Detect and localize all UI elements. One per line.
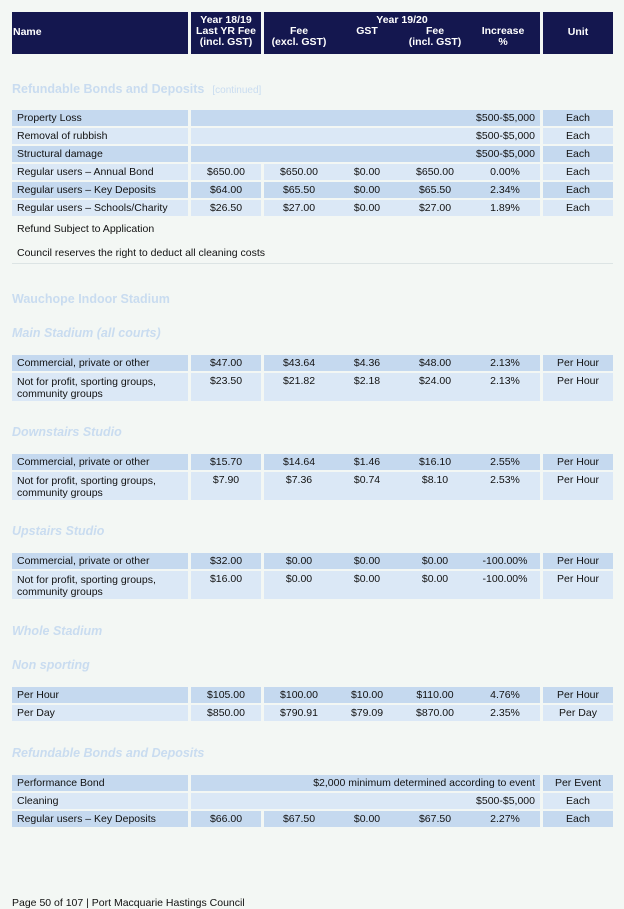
header-year-prev: Year 18/19 [200, 14, 252, 26]
row-name: Regular users – Key Deposits [12, 811, 188, 827]
note-refund: Refund Subject to Application [17, 223, 155, 235]
row-span-value: $2,000 minimum determined according to event [191, 775, 540, 791]
cell-last: $23.50 [209, 375, 243, 387]
cell-gst: $0.00 [353, 184, 381, 196]
row-name: Structural damage [12, 146, 188, 162]
section-main-stadium: Main Stadium (all courts) [12, 326, 161, 340]
header-fee-incl [400, 26, 470, 48]
cell-inc: 1.89% [490, 202, 520, 214]
row-name: Per Hour [12, 687, 188, 703]
cell-fee: $100.00 [280, 689, 318, 701]
row-name: Not for profit, sporting groups, community groups [12, 472, 188, 500]
cell-inc: 2.55% [490, 456, 520, 468]
row-unit: Each [543, 110, 613, 126]
cell-unit: Per Hour [556, 555, 599, 567]
cell-fee: $14.64 [282, 456, 316, 468]
cell-unit: Per Day [559, 707, 597, 719]
cell-last: $15.70 [209, 456, 243, 468]
cell-gst: $0.74 [353, 474, 381, 486]
cell-fee: $27.00 [282, 202, 316, 214]
row-name: Per Day [12, 705, 188, 721]
section-whole-stadium: Whole Stadium [12, 624, 103, 638]
row-name: Removal of rubbish [12, 128, 188, 144]
row-name: Not for profit, sporting groups, community groups [12, 571, 188, 599]
cell-incl: $650.00 [416, 166, 454, 178]
note-cleaning: Council reserves the right to deduct all cleaning costs [17, 247, 266, 259]
row-name: Not for profit, sporting groups, community groups [12, 373, 188, 401]
cell-inc: -100.00% [482, 555, 528, 567]
cell-fee: $650.00 [280, 166, 318, 178]
cell-gst: $0.00 [353, 166, 381, 178]
row-name: Commercial, private or other [12, 355, 188, 371]
cell-last: $64.00 [209, 184, 243, 196]
cell-last: $66.00 [209, 813, 243, 825]
continued-label: [continued] [212, 85, 262, 96]
cell-gst: $2.18 [353, 375, 381, 387]
header-last-yr-fee: Last YR Fee [196, 25, 256, 37]
cell-last: $7.90 [212, 474, 240, 486]
header-fee-excl [264, 26, 334, 48]
header-name-cell [12, 12, 188, 54]
row-unit: Per Event [543, 775, 613, 791]
header-year-curr: Year 19/20 [376, 14, 428, 26]
cell-fee: $43.64 [282, 357, 316, 369]
cell-last: $16.00 [209, 573, 243, 585]
cell-incl: $24.00 [418, 375, 452, 387]
header-last-yr-cell [191, 12, 261, 54]
cell-last: $650.00 [207, 166, 245, 178]
cell-incl: $870.00 [416, 707, 454, 719]
cell-gst: $1.46 [353, 456, 381, 468]
cell-incl: $110.00 [416, 689, 454, 701]
cell-incl: $27.00 [418, 202, 452, 214]
header-percent: % [498, 36, 508, 48]
cell-inc: 2.13% [490, 357, 520, 369]
cell-incl: $16.10 [418, 456, 452, 468]
row-name: Regular users – Key Deposits [12, 182, 188, 198]
row-span-value: $500-$5,000 [191, 110, 540, 126]
row-name: Regular users – Schools/Charity [12, 200, 188, 216]
header-incl-gst: (incl. GST) [408, 36, 462, 48]
header-incl-gst-prev: (incl. GST) [199, 36, 253, 48]
row-unit: Each [543, 793, 613, 809]
header-increase-label: Increase [481, 25, 525, 37]
cell-fee: $21.82 [282, 375, 316, 387]
cell-unit: Per Hour [556, 474, 599, 486]
page-footer: Page 50 of 107 | Port Macquarie Hastings Council [12, 897, 245, 909]
section-bonds: Refundable Bonds and Deposits [12, 746, 205, 760]
cell-unit: Per Hour [556, 573, 599, 585]
row-span-value: $500-$5,000 [191, 146, 540, 162]
header-increase [470, 26, 536, 48]
cell-fee: $65.50 [282, 184, 316, 196]
cell-inc: 2.35% [490, 707, 520, 719]
cell-gst: $0.00 [353, 202, 381, 214]
row-name: Property Loss [12, 110, 188, 126]
cell-unit: Each [566, 202, 590, 214]
cell-last: $32.00 [209, 555, 243, 567]
row-name: Cleaning [12, 793, 188, 809]
cell-inc: 2.27% [490, 813, 520, 825]
section-bonds-continued [12, 82, 261, 96]
cell-inc: 4.76% [490, 689, 520, 701]
cell-incl: $67.50 [418, 813, 452, 825]
cell-inc: -100.00% [482, 573, 528, 585]
cell-inc: 2.53% [490, 474, 520, 486]
row-span-value: $500-$5,000 [191, 793, 540, 809]
cell-gst: $0.00 [353, 573, 381, 585]
header-unit: Unit [567, 26, 589, 38]
section-downstairs: Downstairs Studio [12, 425, 122, 439]
cell-incl: $0.00 [421, 573, 449, 585]
row-unit: Each [543, 128, 613, 144]
row-name: Regular users – Annual Bond [12, 164, 188, 180]
header-fee2: Fee [425, 25, 445, 37]
row-span-value: $500-$5,000 [191, 128, 540, 144]
cell-last: $47.00 [209, 357, 243, 369]
cell-unit: Per Hour [556, 375, 599, 387]
cell-unit: Per Hour [556, 689, 599, 701]
row-name: Performance Bond [12, 775, 188, 791]
cell-unit: Each [566, 813, 590, 825]
cell-last: $26.50 [209, 202, 243, 214]
cell-gst: $10.00 [350, 689, 384, 701]
section-non-sporting: Non sporting [12, 658, 90, 672]
cell-fee: $790.91 [280, 707, 318, 719]
cell-unit: Each [566, 166, 590, 178]
cell-fee: $7.36 [285, 474, 313, 486]
header-year-curr-cell [264, 12, 540, 54]
header-gst: GST [356, 25, 378, 37]
cell-fee: $67.50 [282, 813, 316, 825]
cell-gst: $79.09 [350, 707, 384, 719]
cell-gst: $0.00 [353, 555, 381, 567]
section-title: Refundable Bonds and Deposits [12, 82, 205, 96]
cell-incl: $65.50 [418, 184, 452, 196]
cell-inc: 0.00% [490, 166, 520, 178]
cell-last: $850.00 [207, 707, 245, 719]
section-wauchope: Wauchope Indoor Stadium [12, 292, 170, 306]
cell-fee: $0.00 [285, 555, 313, 567]
cell-inc: 2.13% [490, 375, 520, 387]
row-name: Commercial, private or other [12, 454, 188, 470]
cell-unit: Each [566, 184, 590, 196]
cell-gst: $0.00 [353, 813, 381, 825]
cell-incl: $8.10 [421, 474, 449, 486]
cell-last: $105.00 [207, 689, 245, 701]
header-excl-gst: (excl. GST) [271, 36, 327, 48]
row-unit: Each [543, 146, 613, 162]
cell-inc: 2.34% [490, 184, 520, 196]
header-name: Name [13, 26, 42, 38]
cell-fee: $0.00 [285, 573, 313, 585]
header-fee: Fee [289, 25, 309, 37]
cell-incl: $0.00 [421, 555, 449, 567]
cell-gst: $4.36 [353, 357, 381, 369]
header-unit-cell [543, 12, 613, 54]
cell-unit: Per Hour [556, 456, 599, 468]
section-upstairs: Upstairs Studio [12, 524, 105, 538]
cell-incl: $48.00 [418, 357, 452, 369]
divider [12, 263, 613, 264]
cell-unit: Per Hour [556, 357, 599, 369]
row-name: Commercial, private or other [12, 553, 188, 569]
